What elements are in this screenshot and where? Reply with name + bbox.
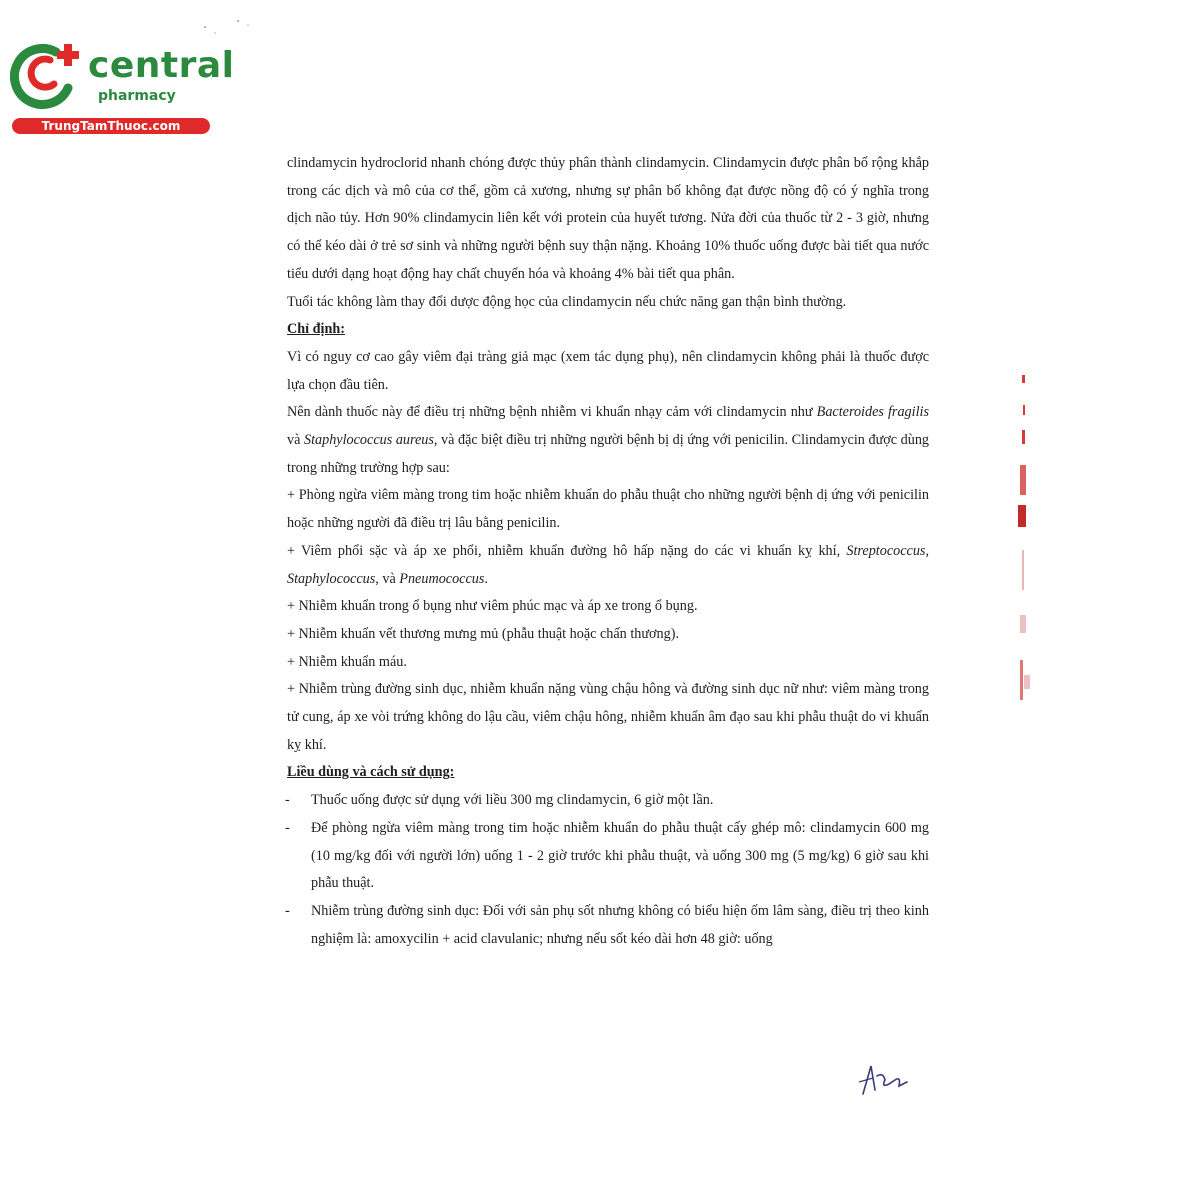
text-span: , bbox=[925, 542, 929, 559]
stamp-remnant bbox=[1010, 375, 1032, 715]
indication-paragraph bbox=[287, 399, 929, 482]
indication-warning-paragraph: Vì có nguy cơ cao gây viêm đại tràng giả mạc (xem tác dụng phụ), nên clindamycin không phải là thuốc được lựa chọn đầu tiên. bbox=[287, 348, 929, 393]
text-span: Để phòng ngừa viêm màng trong tim hoặc nhiễm khuẩn do phẫu thuật cấy ghép mô: clindamycin 600 mg (10 mg/kg đối với người lớn) uống 1 - 2 giờ trước khi phẫu thuật, và uống 300 mg (5 mg/kg) 6 giờ sau khi phẫu thuật. bbox=[311, 819, 929, 892]
text-span: , và đặc biệt điều trị những người bệnh bị dị ứng với penicilin. Clindamycin được dùng trong những trường hợp sau: bbox=[287, 432, 930, 476]
central-pharmacy-logo bbox=[10, 38, 235, 138]
dosage-item bbox=[287, 787, 929, 815]
dash-bullet: - bbox=[285, 792, 290, 809]
indication-item: + Nhiễm trùng đường sinh dục, nhiễm khuẩn nặng vùng chậu hông và đường sinh dục nữ như: viêm màng trong tử cung, áp xe vòi trứng không do lậu cầu, viêm chậu hông, nhiễm khuẩn âm đạo sau khi phẫu thuật do vi khuẩn kỵ khí. bbox=[287, 681, 929, 753]
dosage-heading: Liều dùng và cách sử dụng: bbox=[287, 764, 455, 781]
text-span: + Viêm phổi sặc và áp xe phổi, nhiễm khuẩn đường hô hấp nặng do các vi khuẩn kỵ khí, bbox=[287, 542, 847, 559]
organism-name: Streptococcus bbox=[846, 542, 926, 559]
age-paragraph: Tuổi tác không làm thay đổi dược động học của clindamycin nếu chức năng gan thận bình thường. bbox=[287, 293, 847, 310]
indication-item: + Nhiễm khuẩn máu. bbox=[287, 653, 407, 670]
indication-heading: Chỉ định: bbox=[287, 321, 345, 338]
logo-subtitle: pharmacy bbox=[98, 88, 176, 104]
text-span: Thuốc uống được sử dụng với liều 300 mg clindamycin, 6 giờ một lần. bbox=[311, 792, 714, 809]
indication-item: + Nhiễm khuẩn trong ổ bụng như viêm phúc mạc và áp xe trong ổ bụng. bbox=[287, 598, 698, 615]
dosage-item bbox=[287, 898, 929, 953]
text-span: . bbox=[484, 570, 488, 587]
organism-name: Staphylococcus aureus bbox=[303, 432, 434, 449]
organism-name: Staphylococcus bbox=[287, 570, 376, 587]
indication-item: + Phòng ngừa viêm màng trong tim hoặc nhiễm khuẩn do phẫu thuật cho những người bệnh dị ứng với penicilin hoặc những người đã điều trị lâu bằng penicilin. bbox=[287, 487, 929, 532]
text-span: Nên dành thuốc này để điều trị những bệnh nhiễm vi khuẩn nhạy cảm với clindamycin như bbox=[287, 404, 817, 421]
organism-name: Pneumococcus bbox=[399, 570, 485, 587]
indication-item bbox=[287, 538, 929, 593]
pharmacokinetics-paragraph: clindamycin hydroclorid nhanh chóng được thủy phân thành clindamycin. Clindamycin được phân bố rộng khắp trong các dịch và mô của cơ thể, gồm cả xương, nhưng sự phân bố không đạt được nồng độ có ý nghĩa trong dịch não tủy. Hơn 90% clindamycin liên kết với protein của huyết tương. Nửa đời của thuốc từ 2 - 3 giờ, nhưng có thể kéo dài ở trẻ sơ sinh và những người bệnh suy thận nặng. Khoảng 10% thuốc uống được bài tiết qua nước tiểu dưới dạng hoạt động hay chất chuyển hóa và khoảng 4% bài tiết qua phân. bbox=[287, 155, 929, 282]
text-span: Nhiễm trùng đường sinh dục: Đối với sản phụ sốt nhưng không có biểu hiện ốm lâm sàng, điều trị theo kinh nghiệm là: amoxycilin + acid clavulanic; nhưng nếu sốt kéo dài hơn 48 giờ: uống bbox=[311, 902, 929, 947]
text-span: và bbox=[287, 432, 304, 449]
dash-bullet: - bbox=[285, 902, 290, 919]
logo-website-badge: TrungTamThuoc.com bbox=[12, 118, 210, 134]
document-body bbox=[287, 150, 929, 953]
signature-mark bbox=[855, 1062, 915, 1098]
scan-specks bbox=[200, 15, 260, 45]
dosage-item bbox=[287, 815, 929, 898]
text-span: , và bbox=[375, 570, 400, 587]
indication-item: + Nhiễm khuẩn vết thương mưng mủ (phẫu thuật hoặc chấn thương). bbox=[287, 625, 680, 642]
dash-bullet: - bbox=[285, 819, 290, 836]
pharmacy-cross-icon bbox=[10, 38, 90, 110]
logo-brand-text: central bbox=[88, 45, 235, 86]
organism-name: Bacteroides fragilis bbox=[816, 404, 929, 421]
